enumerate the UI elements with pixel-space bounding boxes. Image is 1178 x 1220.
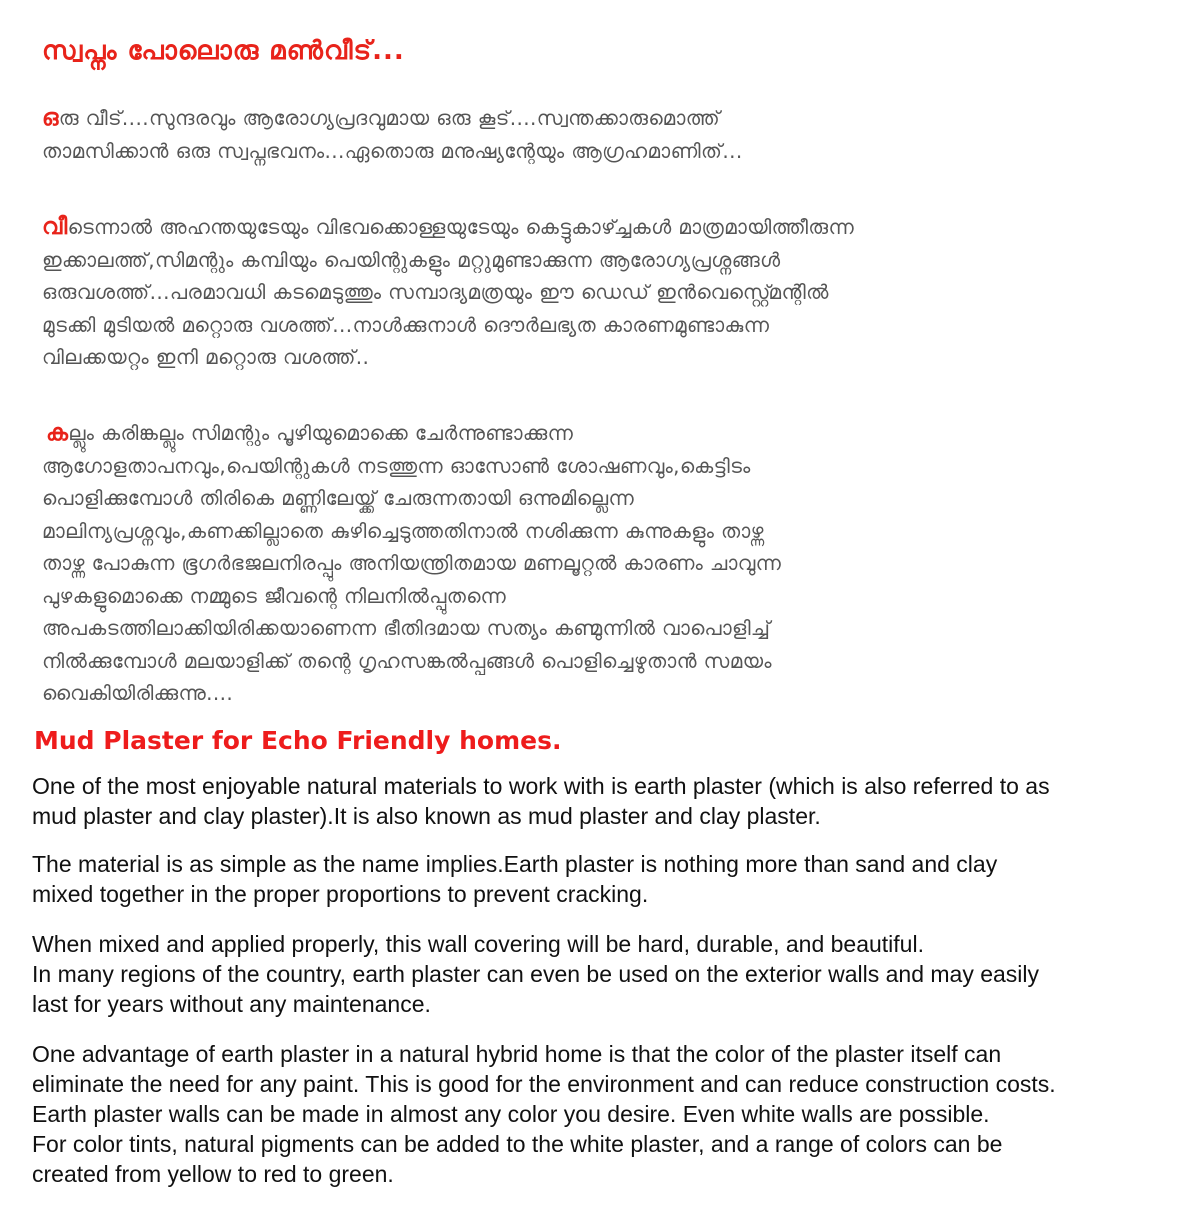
- english-paragraph-3: [32, 929, 1162, 1019]
- malayalam-paragraph-2: [42, 211, 854, 374]
- line-text: ല്ലും കരിങ്കല്ലും സിമന്റും പൂഴിയുമൊക്കെ ചേർന്നുണ്ടാക്കുന്ന: [68, 421, 574, 445]
- paragraph-line: മാലിന്യപ്രശ്നവും,കണക്കില്ലാതെ കുഴിച്ചെടുത്തതിനാൽ നശിക്കുന്ന കുന്നുകളും താഴ്ന്ന: [42, 518, 764, 543]
- paragraph-line: നിൽക്കുമ്പോൾ മലയാളിക്ക് തന്റെ ഗൃഹസങ്കൽപ്പങ്ങൾ പൊളിച്ചെഴുതാൻ സമയം: [42, 648, 772, 673]
- paragraph-line: വൈകിയിരിക്കുന്നു....: [42, 681, 234, 705]
- paragraph-line: last for years without any maintenance.: [32, 991, 431, 1017]
- malayalam-paragraph-1: [42, 102, 743, 167]
- paragraph-line: mixed together in the proper proportions to prevent cracking.: [32, 881, 649, 907]
- english-heading: Mud Plaster for Echo Friendly homes.: [34, 726, 562, 755]
- line-text: ടെന്നാൽ അഹന്തയുടേയും വിഭവക്കൊള്ളയുടേയും കെട്ടുകാഴ്ച്ചകൾ മാത്രമായിത്തീരുന്ന: [67, 215, 855, 239]
- paragraph-line: [42, 211, 854, 244]
- english-paragraph-4: [32, 1039, 1162, 1189]
- paragraph-line: ഇക്കാലത്ത്,സിമന്റും കമ്പിയും പെയിന്റുകളും മറ്റുമുണ്ടാക്കുന്ന ആരോഗ്യപ്രശ്നങ്ങൾ: [42, 247, 781, 272]
- paragraph-line: eliminate the need for any paint. This is good for the environment and can reduce construction costs.: [32, 1071, 1056, 1097]
- paragraph-line: ആഗോളതാപനവും,പെയിന്റുകൾ നടത്തുന്ന ഓസോൺ ശോഷണവും,കെട്ടിടം: [42, 453, 751, 478]
- paragraph-line: മുടക്കി മുടിയൽ മറ്റൊരു വശത്ത്...നാൾക്കുനാൾ ദൌർലഭ്യത കാരണമുണ്ടാകുന്ന: [42, 312, 770, 337]
- paragraph-line: When mixed and applied properly, this wall covering will be hard, durable, and beautiful.: [32, 931, 924, 957]
- paragraph-line: In many regions of the country, earth plaster can even be used on the exterior walls and may easily: [32, 961, 1040, 987]
- drop-cap: വീ: [42, 214, 68, 240]
- english-paragraph-1: [32, 771, 1162, 831]
- drop-cap: ക: [46, 420, 69, 446]
- malayalam-paragraph-3: [42, 417, 782, 710]
- malayalam-title: സ്വപ്നം പോലൊരു മൺവീട്...: [42, 36, 405, 66]
- paragraph-line: One advantage of earth plaster in a natural hybrid home is that the color of the plaster itself can: [32, 1041, 1002, 1067]
- paragraph-line: mud plaster and clay plaster).It is also known as mud plaster and clay plaster.: [32, 803, 821, 829]
- paragraph-line: അപകടത്തിലാക്കിയിരിക്കയാണെന്ന ഭീതിദമായ സത്യം കണ്മുന്നിൽ വാപൊളിച്ച്: [42, 616, 771, 640]
- paragraph-line: One of the most enjoyable natural materials to work with is earth plaster (which is also referred to as: [32, 773, 1050, 799]
- paragraph-line: [42, 102, 743, 135]
- paragraph-line: ഒരുവശത്ത്...പരമാവധി കടമെടുത്തും സമ്പാദ്യമത്രയും ഈ ഡെഡ് ഇൻവെസ്റ്റ്മെന്റിൽ: [42, 280, 829, 304]
- paragraph-line: വിലക്കയറ്റം ഇനി മറ്റൊരു വശത്ത്..: [42, 345, 370, 369]
- paragraph-line: താമസിക്കാൻ ഒരു സ്വപ്നഭവനം...ഏതൊരു മനുഷ്യന്റേയും ആഗ്രഹമാണിത്...: [42, 138, 743, 163]
- paragraph-line: താഴ്ന്ന പോകുന്ന ഭൂഗർഭജലനിരപ്പും അനിയന്ത്രിതമായ മണലൂറ്റൽ കാരണം ചാവുന്ന: [42, 551, 782, 575]
- paragraph-line: [46, 417, 781, 450]
- paragraph-line: For color tints, natural pigments can be added to the white plaster, and a range of colors can be: [32, 1131, 1003, 1157]
- paragraph-line: പുഴകളുമൊക്കെ നമ്മുടെ ജീവന്റെ നിലനിൽപ്പുതന്നെ: [42, 583, 507, 608]
- line-text: രു വീട്....സുന്ദരവും ആരോഗ്യപ്രദവുമായ ഒരു കൂട്....സ്വന്തക്കാരുമൊത്ത്: [58, 106, 721, 130]
- drop-cap: ഒ: [42, 105, 59, 131]
- paragraph-line: The material is as simple as the name implies.Earth plaster is nothing more than sand and clay: [32, 851, 998, 877]
- paragraph-line: പൊളിക്കുമ്പോൾ തിരികെ മണ്ണിലേയ്ക്ക് ചേരുന്നതായി ഒന്നുമില്ലെന്ന: [42, 486, 635, 510]
- english-paragraph-2: [32, 849, 1162, 909]
- paragraph-line: created from yellow to red to green.: [32, 1161, 394, 1187]
- paragraph-line: Earth plaster walls can be made in almost any color you desire. Even white walls are possible.: [32, 1101, 990, 1127]
